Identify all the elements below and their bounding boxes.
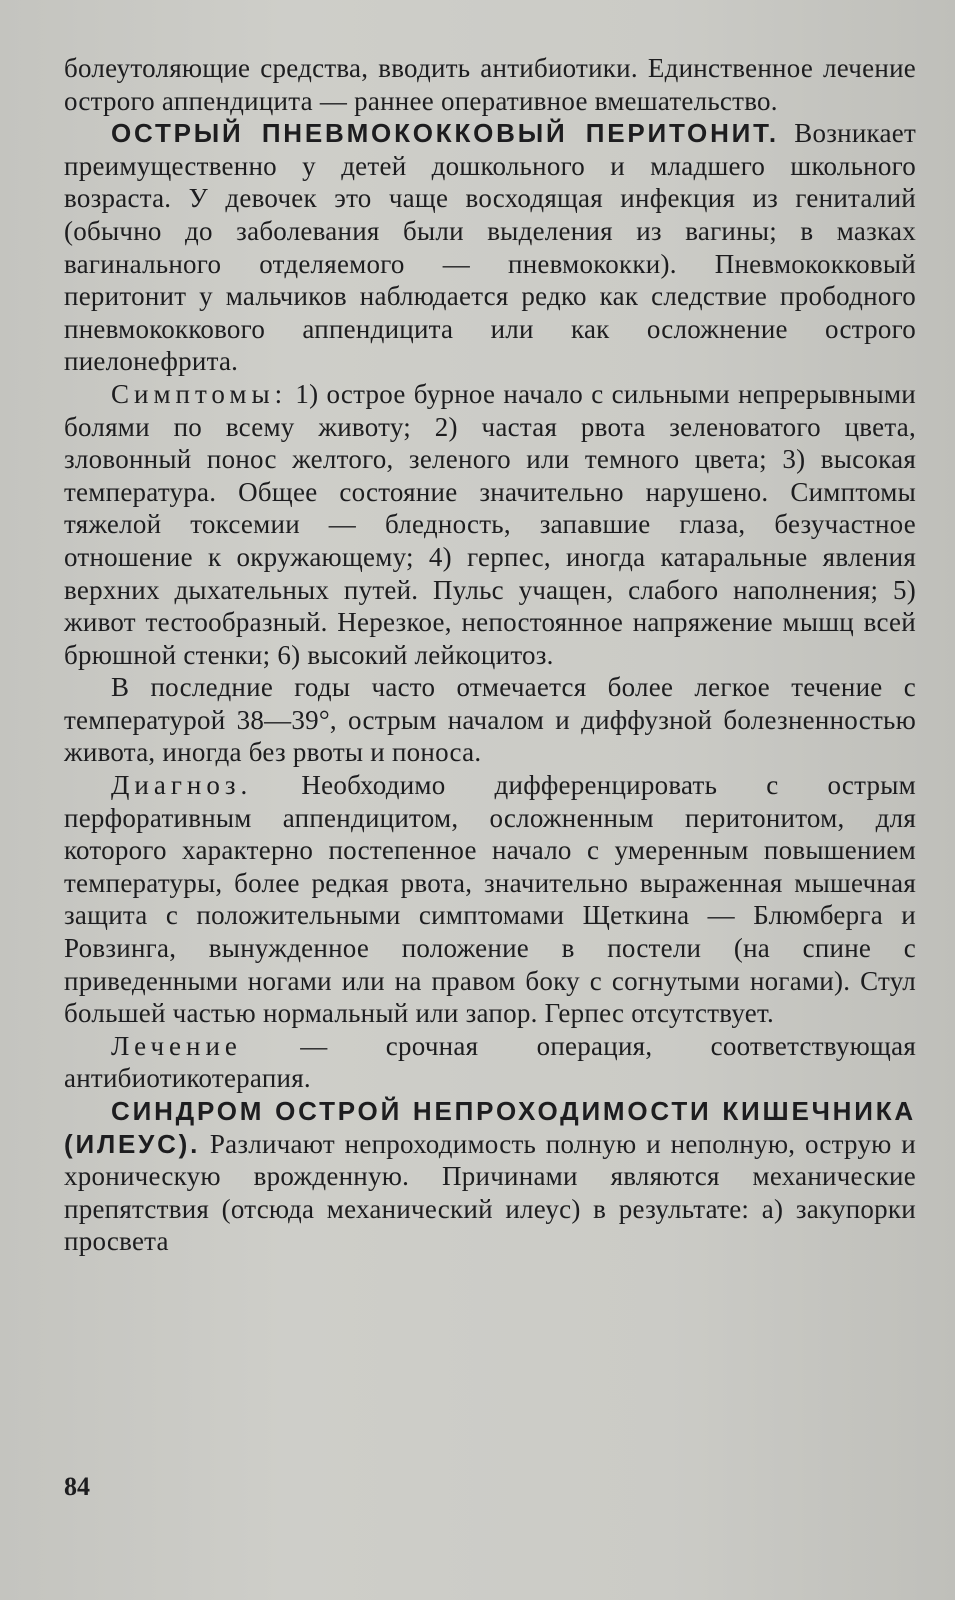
ileus-text: Различают непроходимость полную и неполную, острую и хроническую врожденную. Причинами являются механические препятствия (отсюда механический илеус) в результате: а) закупорки просвета [64,1128,916,1257]
label-treatment: Лечение [111,1030,242,1061]
paragraph-appendicitis-end: болеутоляющие средства, вводить антибиотики. Единственное лечение острого аппендицита — раннее оперативное вмешательство. [64,53,916,116]
paragraph-symptoms [64,378,916,671]
peritonitis-text: Возникает преимущественно у детей дошкольного и младшего школьного возраста. У девочек это чаще восходящая инфекция из гениталий (обычно до заболевания были выделения из вагины; в мазках вагинального отделяемого — пневмококки). Пневмококковый перитонит у мальчиков наблюдается редко как следствие прободного пневмококкового аппендицита или как осложнение острого пиелонефрита. [64,118,916,377]
paragraph-recent-years: В последние годы часто отмечается более легкое течение с температурой 38—39°, острым началом и диффузной болезненностью живота, иногда без рвоты и поноса. [64,672,916,768]
paragraph-treatment [64,1030,916,1095]
paragraph-peritonitis [64,117,916,378]
symptoms-text: 1) острое бурное начало с сильными непрерывными болями по всему животу; 2) частая рвота зеленоватого цвета, зловонный понос желтого, зеленого или темного цвета; 3) высокая температура. Общее состояние значительно нарушено. Симптомы тяжелой токсемии — бледность, запавшие глаза, безучастное отношение к окружающему; 4) герпес, иногда катаральные явления верхних дыхательных путей. Пульс учащен, слабого наполнения; 5) живот тестообразный. Нерезкое, непостоянное напряжение мышц всей брюшной стенки; 6) высокий лейкоцитоз. [64,378,916,670]
heading-peritonitis: ОСТРЫЙ ПНЕВМОКОККОВЫЙ ПЕРИТОНИТ. [111,118,779,149]
diagnosis-text: Необходимо дифференцировать с острым перфоративным аппендицитом, осложненным перитонитом, для которого характерно постепенное начало с умеренным повышением температуры, более редкая рвота, значительно выраженная мышечная защита с положительными симптомами Щеткина — Блюмберга и Ровзинга, вынужденное положение в постели (на спине с приведенными ногами или на правом боку с согнутыми ногами). Стул большей частью нормальный или запор. Герпес отсутствует. [64,770,916,1029]
page-number: 84 [64,1472,90,1501]
paragraph-diagnosis [64,769,916,1030]
paragraph-ileus [64,1095,916,1258]
page-body [64,52,916,1258]
heading-ileus: СИНДРОМ ОСТРОЙ НЕПРОХОДИМОСТИ КИШЕЧНИКА (ИЛЕУС). [64,1096,916,1159]
treatment-text: — срочная операция, соответствующая антибиотикотерапия. [64,1030,916,1094]
label-symptoms: Симптомы: [111,378,288,409]
label-diagnosis: Диагноз. [111,770,253,801]
